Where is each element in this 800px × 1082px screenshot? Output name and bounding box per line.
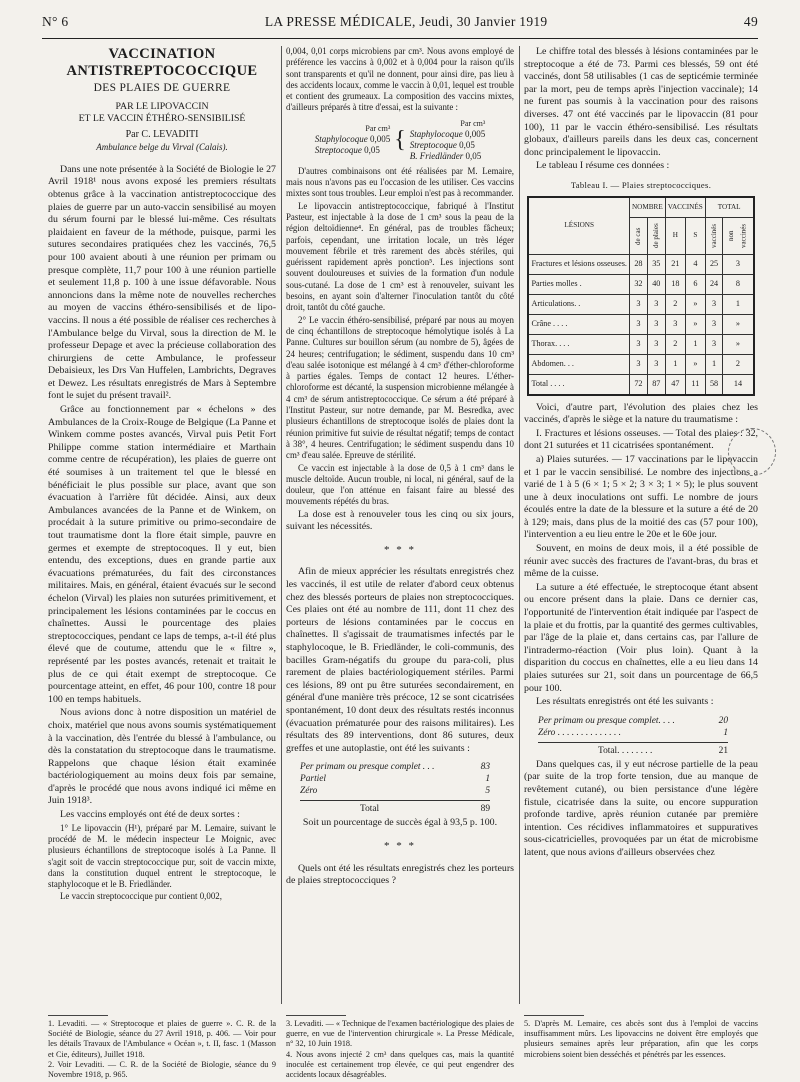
formula-value: 0,005 — [465, 128, 486, 139]
paragraph: Afin de mieux apprécier les résultats enregistrés chez les vaccinés, il est utile de relater d'abord ceux obtenus chez des blessés porteurs de plaies non streptococciques. Ces plaies ont été au nombre de 111, dont 11 chez des porteurs de lésions contaminées par le coccus en chaînettes. Il s'agissait de traumatismes infectés par le staphylocoque, le B. Friedländer, le coli-communis, des bacilles Gram-négatifs du groupe du para-coli, plus rarement de plaies bactériologiquement stériles. Parmi ces lésions, 89 ont pu être suturées secondairement, en général d'une manière très précoce, 12 se sont cicatrisées spontanément, 10 dont deux des résultats restés inconnus (évacuation prématurée pour des raisons militaires). Les résultats des 89 interventions, dont 86 sutures, deux greffes et une autoplastie, ont été les suivants : — [286, 566, 514, 754]
footnotes-col2 — [286, 1019, 514, 1080]
table-cell: 3 — [647, 354, 665, 374]
paragraph: Soit un pourcentage de succès égal à 93,5 p. 100. — [302, 817, 498, 829]
footnote: 3. Levaditi. — « Technique de l'examen bactériologique des plaies de guerre, en vue de l'intervention chirurgicale ». La Presse Médicale, n° 32, 10 Juin 1918. — [286, 1019, 514, 1049]
column-separator — [281, 46, 282, 1004]
results-label: Per primam ou presque complet. . . . — [538, 715, 675, 726]
table-sub-header: H — [665, 217, 685, 254]
column-3 — [524, 46, 758, 1012]
table-cell: 3 — [723, 254, 754, 274]
results-total — [538, 742, 728, 757]
section-divider-stars: * * * — [384, 839, 416, 852]
paragraph: D'autres combinaisons ont été réalisées par M. Lemaire, mais nous n'avons pas eu l'occasion de les utiliser. Ces vaccins mixtes sont tous troubles. Leur emploi n'est pas à recommander. — [286, 165, 514, 199]
paragraph: 1° Le lipovaccin (H¹), préparé par M. Lemaire, suivant le procédé de M. le médecin inspecteur Le Moignic, avec plusieurs échantillons de streptocoque isolés à La Panne. Il s'agit soit de vaccin streptococcique pur, soit de vaccin mixte, dans la constitution duquel entrent le streptocoque, le staphylocoque et le B. Friedländer. — [48, 822, 276, 890]
table-cell: 1 — [723, 294, 754, 314]
results-row — [300, 773, 490, 785]
paragraph: a) Plaies suturées. — 17 vaccinations par le lipovaccin et 1 par le vaccin sensibilisé. Le nombre des injections a varié de 1 à 5 (6 × 1; 5 × 2; 3 × 3; 1 × 5); le plus souvent une à deux inoculations ont suffi. Le nombre de jours écoulés entre la date de la blessure et la suture a été de 20 à 129; mais, dans plus de la moitié des cas (57 pour 100), l'intervention a eu lieu entre le 20e et le 60e jour. — [524, 453, 758, 541]
results-label: Per primam ou presque complet . . . — [300, 762, 435, 773]
results-total-value: 21 — [718, 745, 728, 756]
formula-item: Streptocoque — [314, 145, 362, 156]
column-2 — [286, 46, 514, 1012]
results-list — [300, 761, 514, 815]
table-header-lesions: LÉSIONS — [528, 197, 629, 255]
results-list — [538, 715, 758, 757]
results-value: 5 — [485, 786, 490, 797]
library-stamp-icon — [728, 428, 776, 476]
paragraph: Les vaccins employés ont été de deux sortes : — [60, 809, 240, 821]
formula-item: Staphylocoque — [409, 128, 463, 139]
results-label: Partiel — [300, 774, 327, 785]
table-row-label: Thorax. . . . — [528, 334, 629, 354]
table-sub-header: S — [685, 217, 705, 254]
results-row — [300, 785, 490, 797]
results-row — [300, 761, 490, 773]
footnotes-col1 — [48, 1019, 276, 1080]
table-row-label: Parties molles . — [528, 274, 629, 294]
table-sub-header: vaccinés — [705, 217, 723, 254]
table-cell: 25 — [705, 254, 723, 274]
table-cell: 6 — [685, 274, 705, 294]
brace-glyph: { — [394, 126, 406, 153]
column-separator — [519, 46, 520, 1004]
results-value: 1 — [485, 774, 490, 785]
table-group-header: TOTAL — [705, 197, 753, 218]
table-cell: 21 — [665, 254, 685, 274]
paragraph: Nous avions donc à notre disposition un matériel de choix, matériel que nous avons soumis systématiquement à la vaccination, dès l'entrée du blessé à l'ambulance, ou dès la constatation du streptocoque dans le traumatisme. Rappelons que chaque lésion était examinée bactériologiquement au moins deux fois par semaine, d'après le procédé que nous avons indiqué ici même en Juin 1918³. — [48, 707, 276, 807]
table-group-header: NOMBRE — [629, 197, 665, 218]
table-cell: 8 — [723, 274, 754, 294]
formula-header: Par cm³ — [460, 118, 486, 128]
results-total — [300, 800, 490, 815]
table-cell: 3 — [665, 314, 685, 334]
footnote: 1. Levaditi. — « Streptocoque et plaies de guerre ». C. R. de la Société de Biologie, séance du 27 Avril 1918, p. 406. — Voir pour les détails Travaux de l'Ambulance « Océan », t. II, fasc. 1 (Masson et Cie, éditeurs), Juillet 1918. — [48, 1019, 276, 1059]
paragraph: Voici, d'autre part, l'évolution des plaies chez les vaccinés, d'après le siège et la nature du traumatisme : — [524, 401, 758, 426]
table-cell: 1 — [685, 334, 705, 354]
results-row — [538, 727, 728, 739]
article-affiliation: Ambulance belge du Virval (Calais). — [96, 142, 228, 153]
paragraph: Le lipovaccin antistreptococcique, fabriqué à l'Institut Pasteur, est injectable à la dose de 1 cm³ sous la peau de la région deltoïdienne⁴. En général, pas de troubles fâcheux; parfois, cependant, une irritation locale, un très léger mouvement fébrile et très rarement des abcès stériles, qui guérissent rapidement après ponction⁵. Les injections sont souvent douloureuses et suivies de la formation d'un nodule sous-cutané. La dose de 1 cm³ est à renouveler, suivant les besoins, en ayant soin d'alterner l'inoculation tantôt du côté droit, tantôt du côté gauche. — [286, 200, 514, 313]
table-row-label: Abdomen. . . — [528, 354, 629, 374]
paragraph: Le vaccin streptococcique pur contient 0,002, — [60, 891, 222, 902]
formula-value: 0,05 — [465, 150, 482, 161]
formula-value: 0,005 — [369, 134, 391, 145]
paragraph: Souvent, en moins de deux mois, il a été possible de réunir avec succès des fractures de l'avant-bras, du bras et même de la cuisse. — [524, 543, 758, 580]
table-sub-header: de cas — [629, 217, 647, 254]
header-rule — [42, 38, 758, 39]
section-divider-stars: * * * — [384, 543, 416, 556]
results-total-value: 89 — [480, 804, 490, 815]
article-title: VACCINATION ANTISTREPTOCOCCIQUE — [66, 46, 258, 79]
table-cell: 3 — [647, 314, 665, 334]
table-cell: 18 — [665, 274, 685, 294]
paragraph: Le chiffre total des blessés à lésions contaminées par le streptocoque a été de 73. Parmi ces blessés, 59 ont été vaccinés, dont 58 utilisables (1 cas de septicémie terminée par la mort, peu de temps après l'injection vaccinale); 14 ne furent pas soumis à la vaccination pour des raisons diverses. 47 ont été vaccinés par le lipovaccin (81 pour 100), 11 par le vaccin éthéro-sensibilisé. Les résultats globaux, d'ailleurs pareils dans les deux cas, concernent donc principalement le lipovaccin. — [524, 46, 758, 158]
footnote: 4. Nous avons injecté 2 cm³ dans quelques cas, mais la quantité inoculée est certainement trop élevée, ce qui peut engendrer des accidents locaux désagréables. — [286, 1049, 514, 1080]
table-cell: 3 — [629, 294, 647, 314]
running-header — [42, 14, 758, 36]
table-cell: 35 — [647, 254, 665, 274]
table-cell: 2 — [665, 334, 685, 354]
table-sub-header: non vaccinés — [723, 217, 754, 254]
table-cell: 32 — [629, 274, 647, 294]
article-subtitle: DES PLAIES DE GUERRE — [93, 82, 231, 94]
formula-header: Par cm³ — [365, 124, 391, 134]
table-row — [528, 354, 753, 374]
table-cell: 2 — [665, 294, 685, 314]
table-cell: 47 — [665, 374, 685, 395]
formula-item: Staphylocoque — [314, 134, 368, 145]
results-total-label: Total — [360, 804, 380, 815]
table-cell: » — [685, 314, 705, 334]
table-cell: 87 — [647, 374, 665, 395]
column-1 — [48, 46, 276, 1012]
table-cell: » — [723, 334, 754, 354]
table-cell: 1 — [665, 354, 685, 374]
results-label: Zéro . . . . . . . . . . . . . . — [538, 727, 621, 738]
formula-item: B. Friedländer — [409, 150, 464, 161]
table-cell: 1 — [705, 354, 723, 374]
footnote-rule — [286, 1015, 346, 1016]
footnote: 5. D'après M. Lemaire, ces abcès sont dus à l'emploi de vaccins insuffisamment mûrs. Les lipovaccins ne doivent être employés que plusieurs semaines après leur préparation, afin que les corps microbiens soient bien desséchés et pénétrés par les essences. — [524, 1019, 758, 1059]
table-cell: 3 — [705, 314, 723, 334]
table-cell: 4 — [685, 254, 705, 274]
paragraph: I. Fractures et lésions osseuses. — Total des plaies : 32, dont 21 suturées et 11 cicatrisées spontanément. — [524, 427, 758, 452]
results-value: 83 — [480, 762, 490, 773]
table-cell: 72 — [629, 374, 647, 395]
table-row — [528, 374, 753, 395]
table-row — [528, 274, 753, 294]
table-cell: 28 — [629, 254, 647, 274]
table-row-label: Total . . . . — [528, 374, 629, 395]
article-byline-2: ET LE VACCIN ÉTHÉRO-SENSIBILISÉ — [78, 112, 246, 124]
results-value: 20 — [718, 715, 728, 726]
paragraph: Le tableau I résume ces données : — [536, 160, 670, 172]
paragraph: 0,004, 0,01 corps microbiens par cm³. Nous avons employé de préférence les vaccins à 0,002 et à 0,004 pour la raison qu'ils sont transparents et qu'il ne donnent, pour ainsi dire, pas lieu à des accidents locaux, comme le vaccin à 0,01, lequel est trouble et contient des grumeaux. La composition des vaccins mixtes, d'ailleurs préparés à titre d'essai, est la suivante : — [286, 46, 514, 113]
footnote-rule — [524, 1015, 584, 1016]
table-row-label: Articulations. . — [528, 294, 629, 314]
table-row — [528, 294, 753, 314]
paragraph: Les résultats enregistrés ont été les suivants : — [536, 696, 714, 708]
formula-value: 0,05 — [459, 139, 475, 150]
paragraph: Ce vaccin est injectable à la dose de 0,5 à 1 cm³ dans le muscle deltoïde. Aucun trouble, ni local, ni général, sauf de la douleur, que l'on atténue en faisant faire au blessé des mouvements répétés du bras. — [286, 462, 514, 507]
table-cell: 3 — [647, 334, 665, 354]
table-cell: 2 — [723, 354, 754, 374]
table-cell: 40 — [647, 274, 665, 294]
formula-value: 0,05 — [364, 145, 380, 156]
results-value: 1 — [723, 727, 728, 738]
table-cell: 14 — [723, 374, 754, 395]
footnote: 2. Voir Levaditi. — C. R. de la Société de Biologie, séance du 9 Novembre 1918, p. 965. — [48, 1059, 276, 1080]
paragraph: 2° Le vaccin éthéro-sensibilisé, préparé par nous au moyen de cinq échantillons de streptocoque hémolytique isolés à La Panne. Cultures sur bouillon sérum (au nombre de 5), âgées de 24 heures; centrifugation; le sédiment, suspendu dans 10 cm³ d'eau salée isotonique est mélangé à 4 cm³ d'éther-chloroforme à parties égales. Temps de contact 12 heures. L'éther-chloroforme est décanté, la suspension microbienne mélangée à 4 cm³ de sérum antistreptococcique. Ce sérum a été préparé à l'Institut Pasteur, sur notre demande, par M. Besredka, avec plusieurs échantillons de streptocoque isolés de plaies dont la réunion primitive fut suivie de résultat négatif; temps de contact à 38°, 4 heures. Centrifugation; le sédiment suspendu dans 10 cm³ d'eau salée. Epreuve de stérilité. — [286, 314, 514, 461]
paragraph: La dose est à renouveler tous les cinq ou six jours, suivant les nécessités. — [286, 508, 514, 533]
paragraph: Quels ont été les résultats enregistrés chez les porteurs de plaies streptococciques ? — [286, 862, 514, 887]
formula-item: Streptocoque — [409, 139, 457, 150]
table-cell: 3 — [629, 314, 647, 334]
footnote-rule — [48, 1015, 108, 1016]
table-caption: Tableau I. — Plaies streptococciques. — [570, 179, 712, 190]
table-row-label: Fractures et lésions osseuses. — [528, 254, 629, 274]
table-cell: 3 — [705, 294, 723, 314]
streptococcal-wounds-table — [527, 196, 754, 396]
vaccine-composition — [286, 118, 514, 162]
page-number: 49 — [743, 14, 758, 29]
results-total-label: Total. . . . . . . . — [598, 745, 653, 756]
table-row — [528, 334, 753, 354]
table-row — [528, 314, 753, 334]
table-cell: 3 — [705, 334, 723, 354]
table-cell: 3 — [629, 334, 647, 354]
article-byline-1: PAR LE LIPOVACCIN — [115, 100, 209, 112]
table-cell: 3 — [629, 354, 647, 374]
table-group-header: VACCINÉS — [665, 197, 705, 218]
table-cell: » — [685, 354, 705, 374]
table-cell: 11 — [685, 374, 705, 395]
journal-title: LA PRESSE MÉDICALE, Jeudi, 30 Janvier 1919 — [264, 14, 548, 29]
table-cell: 58 — [705, 374, 723, 395]
results-label: Zéro — [300, 786, 318, 797]
table-cell: 3 — [647, 294, 665, 314]
paragraph: La suture a été effectuée, le streptocoque étant absent ou encore présent dans la plaie. Dans ce dernier cas, l'opportunité de l'intervention était indiquée par l'aspect de la plaie et du frottis, par la quantité des germes cultivables, par l'âge de la plaie et, dans certains cas, par l'allure de l'intradermo-réaction (Voir plus loin). Quant à la disparition du coccus en chaînettes, elle a eu lieu dans 14 plaies suturées sur 21, soit dans un pourcentage de 66,5 pour 100. — [524, 581, 758, 694]
table-sub-header: de plaies — [647, 217, 665, 254]
paragraph: Dans quelques cas, il y eut nécrose partielle de la peau (par suite de la trop forte tension, due au manque de revêtement cutané), ou bien persistance d'une légère fistule, cicatrisée dans la suite, ou encore suppuration profonde tardive, après réunion cutanée par première intention. Ces récidives inflammatoires et suppuratives sous-cicatricielles, provoquées par un état de microbisme latent, que nous avions d'ailleurs observées chez — [524, 758, 758, 858]
table-cell: 24 — [705, 274, 723, 294]
results-row — [538, 715, 728, 727]
table-cell: » — [685, 294, 705, 314]
footnotes-col3 — [524, 1019, 758, 1060]
table-cell: » — [723, 314, 754, 334]
issue-number: N° 6 — [42, 14, 69, 29]
paragraph: Dans une note présentée à la Société de Biologie le 27 Avril 1918¹ nous avons exposé les premiers résultats obtenus grâce à la vaccination antistreptococcique des plaies de guerre par un auto-vaccin sensibilisé au moyen du sérum fourni par le blessé lui-même. Ces résultats plaidaient en faveur de la méthode, puisque, parmi les sutures secondaires pratiquées chez les vaccinés, 76,5 pour 100 avaient abouti à une réunion per primam ou presque complète, 11,7 pour 100 à une réunion partielle et seulement 11,8 p. 100 à une issue défavorable. Nous annoncions dans la même note de nouvelles recherches au moyen de vaccins éthéro-sensibilisés et de lipo-vaccins. Il nous a été possible de réaliser ces recherches à l'Ambulance belge du Virval, sous la direction de M. le professeur Depage et avec la précieuse collaboration des chirurgiens de cette Ambulance, le professeur Debaisieux, les Drs Van Huffelen, Lambrichts, Degraves et Dewez. Les résultats enregistrés de Mars à Septembre font le sujet du présent travail². — [48, 163, 276, 402]
article-author: Par C. LEVADITI — [125, 128, 199, 140]
table-row — [528, 254, 753, 274]
paragraph: Grâce au fonctionnement par « échelons » des Ambulances de la Croix-Rouge de Belgique (La Panne et Winkem comme postes avancés, Virval puis Petit Fort Philippe comme station intermédiaire et Marthain comme centre de récupération), les plaies de guerre ont été soumises à un traitement tel que le blessé en bénéficiait le plus possible sur place, avant que son évacuation à l'arrière fût décidée. Ainsi, aux deux Ambulances avancées de la Panne et de Winkem, on procédait à la suture primitive ou primo-secondaire de tout traumatisme dont la flore était simple, pauvre en germes et exempte de streptocoques. Il y eut, bien entendu, des exceptions, dues en grande partie aux évacuations prématurées, du fait des circonstances militaires. Mais, en général, étaient évacués sur le second échelon (Virval) les plaies non suturées primitivement, et principalement les lésions contaminées par le coccus en chaînettes. Aussi le pourcentage des plaies streptococciques, pendant ce laps de temps, a-t-il été plus élevé que de coutume, attendu que le « filtre », représenté par les postes avancés, retenait et traitait le plus de ce qui était exempt de streptocoque. Ce pourcentage atteint, en effet, 46 pour 100, contre 18 pour 100 en temps habituels. — [48, 404, 276, 705]
table-row-label: Crâne . . . . — [528, 314, 629, 334]
